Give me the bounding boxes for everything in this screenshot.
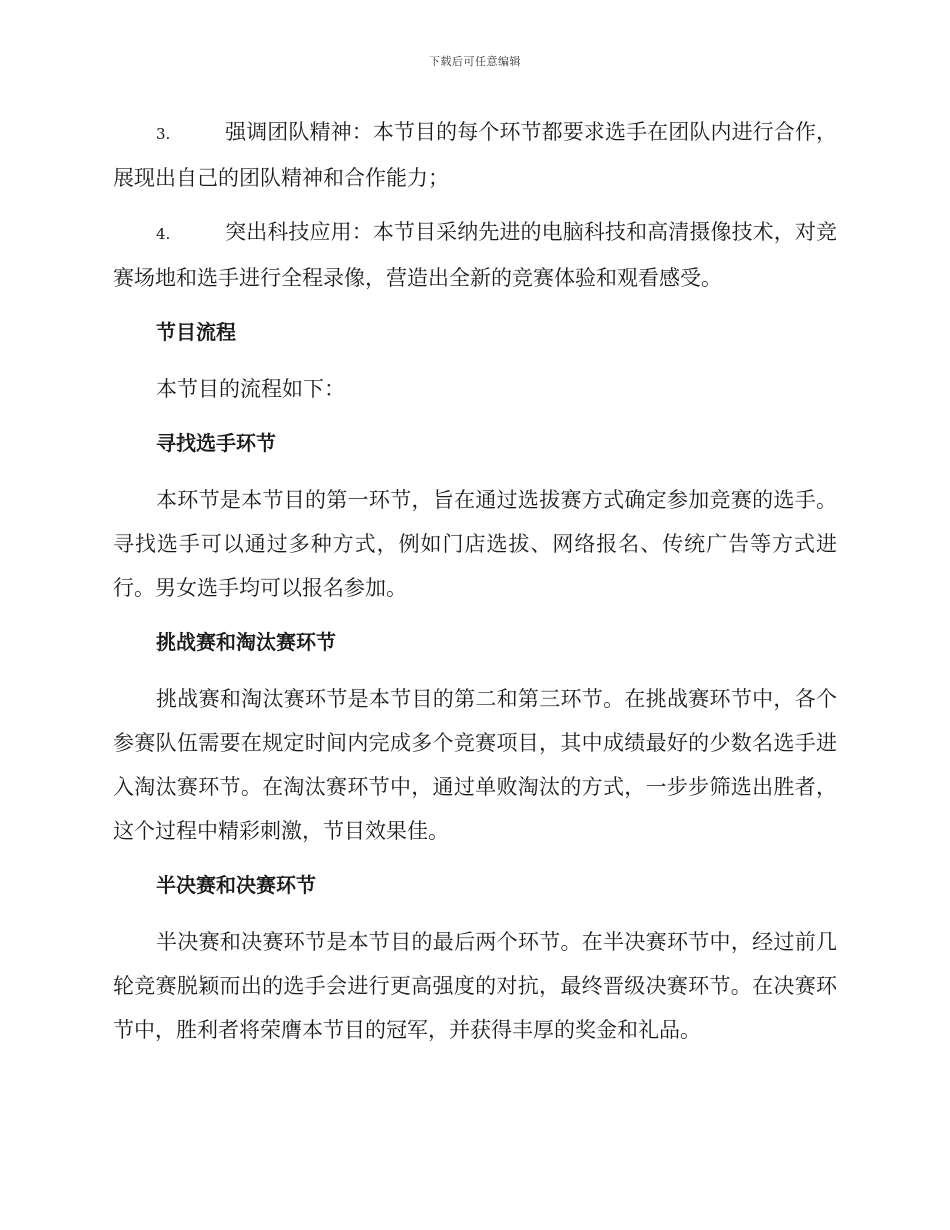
section-heading-process: 节目流程: [156, 320, 236, 344]
document-body: [113, 110, 837, 1062]
list-item-text: 强调团队精神：本节目的每个环节都要求选手在团队内进行合作，展现出自己的团队精神和合作能力；: [113, 120, 837, 190]
list-item-3: [113, 110, 837, 200]
list-item-number: 3.: [156, 125, 171, 143]
section-heading-challenge-elimination: 挑战赛和淘汰赛环节: [156, 630, 336, 654]
list-item-text: 突出科技应用：本节目采纳先进的电脑科技和高清摄像技术，对竞赛场地和选手进行全程录像，营造出全新的竞赛体验和观看感受。: [113, 220, 837, 290]
list-item-4: [113, 210, 837, 300]
list-item-number: 4.: [156, 225, 171, 243]
section-body-find-contestants: 本环节是本节目的第一环节，旨在通过选拔赛方式确定参加竞赛的选手。寻找选手可以通过多种方式，例如门店选拔、网络报名、传统广告等方式进行。男女选手均可以报名参加。: [113, 488, 837, 600]
section-body-challenge-elimination: 挑战赛和淘汰赛环节是本节目的第二和第三环节。在挑战赛环节中，各个参赛队伍需要在规定时间内完成多个竞赛项目，其中成绩最好的少数名选手进入淘汰赛环节。在淘汰赛环节中，通过单败淘汰的方式，一步步筛选出胜者，这个过程中精彩刺激，节目效果佳。: [113, 687, 837, 843]
page-header-note: 下载后可任意编辑: [429, 55, 521, 68]
section-body-semifinal-final: 半决赛和决赛环节是本节目的最后两个环节。在半决赛环节中，经过前几轮竞赛脱颖而出的选手会进行更高强度的对抗，最终晋级决赛环节。在决赛环节中，胜利者将荣膺本节目的冠军，并获得丰厚的奖金和礼品。: [113, 930, 837, 1042]
section-heading-semifinal-final: 半决赛和决赛环节: [156, 873, 316, 897]
section-intro-process: 本节目的流程如下：: [156, 377, 345, 401]
section-heading-find-contestants: 寻找选手环节: [156, 431, 276, 455]
